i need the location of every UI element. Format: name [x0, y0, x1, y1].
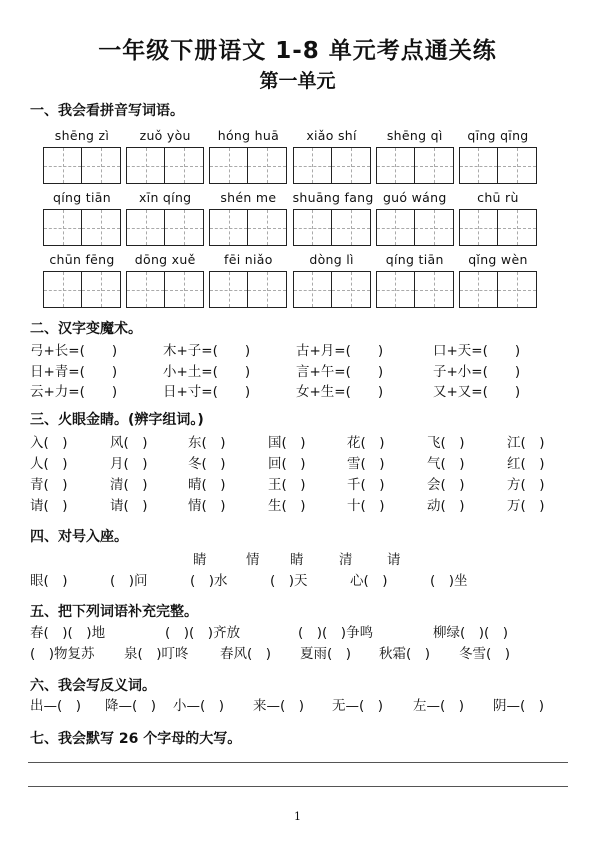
- writing-box[interactable]: [332, 271, 371, 308]
- antonym-item: 阴—( ): [493, 698, 545, 714]
- pinyin-text: shén me: [220, 190, 277, 205]
- word-item: 江( ): [507, 435, 545, 451]
- radical-item: 日+青=( ): [30, 364, 118, 380]
- idiom-item: ( )( )争鸣: [298, 625, 374, 641]
- pinyin-cell: [43, 189, 121, 249]
- writing-box[interactable]: [209, 209, 248, 246]
- word-item: 请( ): [30, 498, 68, 514]
- writing-line[interactable]: [28, 762, 568, 763]
- antonym-item: 无—( ): [332, 698, 384, 714]
- idiom-item: 柳绿( )( ): [433, 625, 509, 641]
- writing-box[interactable]: [332, 147, 371, 184]
- pinyin-cell: [43, 251, 121, 311]
- word-item: 气( ): [427, 456, 465, 472]
- word-item: 人( ): [30, 456, 68, 472]
- fill-item: 心( ): [350, 573, 388, 589]
- pinyin-text: xīn qíng: [138, 190, 192, 205]
- option-char: 请: [387, 552, 401, 568]
- pinyin-row-2: [43, 189, 537, 249]
- section4-heading: 四、对号入座。: [30, 529, 128, 545]
- idiom-item: 泉( )叮咚: [124, 646, 189, 662]
- word-item: 风( ): [110, 435, 148, 451]
- pinyin-text: dōng xuě: [134, 252, 196, 267]
- word-item: 月( ): [110, 456, 148, 472]
- word-item: 花( ): [347, 435, 385, 451]
- pinyin-cell: [292, 189, 374, 249]
- writing-box[interactable]: [126, 209, 165, 246]
- pinyin-cell: [209, 127, 287, 187]
- pinyin-cell: [43, 127, 121, 187]
- word-item: 会( ): [427, 477, 465, 493]
- word-item: 东( ): [188, 435, 226, 451]
- pinyin-cell: [126, 251, 204, 311]
- word-item: 青( ): [30, 477, 68, 493]
- pinyin-text: shēng qì: [386, 128, 443, 143]
- radical-item: 云+力=( ): [30, 384, 118, 400]
- option-row: [0, 550, 595, 570]
- writing-box[interactable]: [293, 271, 332, 308]
- pinyin-cell: [376, 251, 454, 311]
- writing-box[interactable]: [415, 147, 454, 184]
- radical-item: 口+天=( ): [433, 343, 521, 359]
- option-char: 睛: [193, 552, 207, 568]
- pinyin-cell: [459, 189, 537, 249]
- pinyin-row-1: [43, 127, 537, 187]
- fill-item: 眼( ): [30, 573, 68, 589]
- writing-box[interactable]: [498, 271, 537, 308]
- option-char: 睛: [290, 552, 304, 568]
- word-item: 晴( ): [188, 477, 226, 493]
- radical-item: 又+又=( ): [433, 384, 521, 400]
- writing-box[interactable]: [82, 209, 121, 246]
- writing-box[interactable]: [209, 147, 248, 184]
- writing-box[interactable]: [459, 209, 498, 246]
- word-item: 万( ): [507, 498, 545, 514]
- radical-item: 子+小=( ): [433, 364, 521, 380]
- word-item: 动( ): [427, 498, 465, 514]
- writing-line[interactable]: [28, 786, 568, 787]
- word-item: 红( ): [507, 456, 545, 472]
- writing-box[interactable]: [248, 147, 287, 184]
- pinyin-text: xiǎo shí: [306, 128, 357, 143]
- radical-item: 弓+长=( ): [30, 343, 118, 359]
- writing-box[interactable]: [209, 271, 248, 308]
- word-item: 国( ): [268, 435, 306, 451]
- unit-subtitle: 第一单元: [259, 70, 336, 92]
- pinyin-cell: [376, 127, 454, 187]
- writing-box[interactable]: [248, 209, 287, 246]
- radical-item: 小+土=( ): [163, 364, 251, 380]
- section6-heading: 六、我会写反义词。: [30, 678, 156, 694]
- writing-box[interactable]: [293, 147, 332, 184]
- section2-heading: 二、汉字变魔术。: [30, 321, 142, 337]
- writing-box[interactable]: [165, 209, 204, 246]
- pinyin-text: shēng zì: [54, 128, 110, 143]
- word-item: 清( ): [110, 477, 148, 493]
- word-item: 飞( ): [427, 435, 465, 451]
- writing-box[interactable]: [126, 147, 165, 184]
- pinyin-text: qīng qīng: [467, 128, 529, 143]
- pinyin-text: hóng huā: [217, 128, 280, 143]
- antonym-item: 小—( ): [173, 698, 225, 714]
- pinyin-cell: [209, 251, 287, 311]
- word-item: 王( ): [268, 477, 306, 493]
- radical-item: 女+生=( ): [296, 384, 384, 400]
- idiom-item: ( )( )齐放: [165, 625, 241, 641]
- pinyin-text: chū rù: [477, 190, 519, 205]
- word-item: 回( ): [268, 456, 306, 472]
- writing-box[interactable]: [332, 209, 371, 246]
- section7-heading: 七、我会默写 26 个字母的大写。: [30, 731, 242, 747]
- word-item: 千( ): [347, 477, 385, 493]
- writing-box[interactable]: [82, 271, 121, 308]
- writing-box[interactable]: [165, 147, 204, 184]
- writing-box[interactable]: [376, 147, 415, 184]
- idiom-item: 春( )( )地: [30, 625, 106, 641]
- pinyin-cell: [293, 127, 371, 187]
- idiom-item: ( )物复苏: [30, 646, 95, 662]
- word-item: 情( ): [188, 498, 226, 514]
- word-item: 方( ): [507, 477, 545, 493]
- writing-box[interactable]: [498, 209, 537, 246]
- page-number: 1: [294, 810, 301, 823]
- writing-box[interactable]: [459, 147, 498, 184]
- writing-box[interactable]: [43, 147, 82, 184]
- radical-item: 日+寸=( ): [163, 384, 251, 400]
- fill-item: ( )天: [270, 573, 308, 589]
- word-item: 冬( ): [188, 456, 226, 472]
- option-char: 情: [246, 552, 260, 568]
- pinyin-cell: [376, 189, 454, 249]
- writing-box[interactable]: [82, 147, 121, 184]
- writing-box[interactable]: [43, 209, 82, 246]
- pinyin-cell: [126, 189, 204, 249]
- idiom-item: 秋霜( ): [379, 646, 431, 662]
- writing-box[interactable]: [126, 271, 165, 308]
- antonym-item: 出—( ): [30, 698, 82, 714]
- idiom-item: 春风( ): [220, 646, 272, 662]
- pinyin-text: guó wáng: [382, 190, 447, 205]
- word-item: 请( ): [110, 498, 148, 514]
- pinyin-text: qíng tiān: [385, 252, 444, 267]
- pinyin-cell: [459, 127, 537, 187]
- writing-box[interactable]: [248, 271, 287, 308]
- pinyin-row-3: [43, 251, 537, 311]
- writing-box[interactable]: [415, 271, 454, 308]
- writing-box[interactable]: [376, 271, 415, 308]
- pinyin-cell: [209, 189, 287, 249]
- word-item: 入( ): [30, 435, 68, 451]
- writing-box[interactable]: [415, 209, 454, 246]
- radical-item: 言+午=( ): [296, 364, 384, 380]
- writing-box[interactable]: [376, 209, 415, 246]
- radical-item: 古+月=( ): [296, 343, 384, 359]
- fill-item: ( )问: [110, 573, 148, 589]
- writing-box[interactable]: [293, 209, 332, 246]
- pinyin-cell: [126, 127, 204, 187]
- word-item: 雪( ): [347, 456, 385, 472]
- antonym-item: 左—( ): [413, 698, 465, 714]
- option-char: 清: [339, 552, 353, 568]
- word-item: 生( ): [268, 498, 306, 514]
- section3-heading: 三、火眼金睛。(辨字组词。): [30, 412, 204, 428]
- radical-item: 木+子=( ): [163, 343, 251, 359]
- writing-box[interactable]: [498, 147, 537, 184]
- writing-box[interactable]: [459, 271, 498, 308]
- pinyin-text: fēi niǎo: [224, 252, 273, 267]
- pinyin-text: zuǒ yòu: [139, 128, 191, 143]
- section5-heading: 五、把下列词语补充完整。: [30, 604, 198, 620]
- fill-item: ( )水: [190, 573, 228, 589]
- pinyin-cell: [459, 251, 537, 311]
- writing-box[interactable]: [43, 271, 82, 308]
- idiom-item: 冬雪( ): [459, 646, 511, 662]
- section1-heading: 一、我会看拼音写词语。: [30, 103, 184, 119]
- pinyin-text: qǐng wèn: [468, 252, 528, 267]
- antonym-item: 来—( ): [253, 698, 305, 714]
- word-item: 十( ): [347, 498, 385, 514]
- page-title: 一年级下册语文 1-8 单元考点通关练: [98, 38, 497, 64]
- pinyin-cell: [293, 251, 371, 311]
- pinyin-text: qíng tiān: [53, 190, 111, 205]
- writing-box[interactable]: [165, 271, 204, 308]
- idiom-item: 夏雨( ): [300, 646, 352, 662]
- antonym-item: 降—( ): [105, 698, 157, 714]
- pinyin-text: dòng lì: [309, 252, 354, 267]
- pinyin-text: shuāng fang: [292, 190, 374, 205]
- pinyin-text: chūn fēng: [49, 252, 115, 267]
- fill-item: ( )坐: [430, 573, 468, 589]
